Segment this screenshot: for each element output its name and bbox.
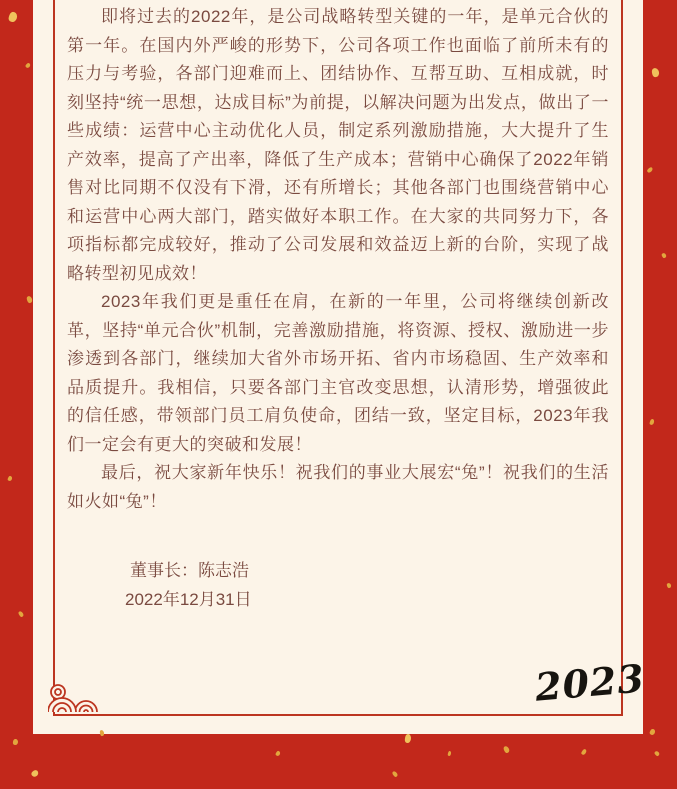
gold-speckle <box>18 610 25 617</box>
gold-speckle <box>7 475 13 481</box>
gold-speckle <box>651 67 660 77</box>
letter-panel <box>33 0 647 734</box>
gold-speckle <box>661 252 667 258</box>
gold-speckle <box>447 751 451 757</box>
gold-speckle <box>8 11 19 23</box>
gold-speckle <box>654 750 660 756</box>
letter-paragraph-2: 2023年我们更是重任在肩，在新的一年里，公司将继续创新改革，坚持“单元合伙”机制，完善激励措施，将资源、授权、激励进一步渗透到各部门，继续加大省外市场开拓、省内市场稳固、生产效率和品质提升。我相信，只要各部门主官改变思想，认清形势，增强彼此的信任感，带领部门员工肩负使命，团结一致，坚定目标，2023年我们一定会有更大的突破和发展！ <box>67 292 609 454</box>
signature-date: 2022年12月31日 <box>125 590 252 609</box>
gold-speckle <box>25 62 31 68</box>
gold-speckle <box>666 583 671 589</box>
auspicious-cloud-icon <box>48 678 104 714</box>
gold-speckle <box>581 748 588 755</box>
signature-signer: 董事长：陈志浩 <box>130 561 249 580</box>
letter-paragraph-3: 最后，祝大家新年快乐！祝我们的事业大展宏“兔”！祝我们的生活如火如“兔”！ <box>67 463 609 511</box>
gold-speckle <box>26 295 33 303</box>
gold-speckle <box>646 166 653 173</box>
gold-speckle <box>30 769 39 778</box>
signature-block <box>67 556 609 614</box>
gold-speckle <box>503 745 510 753</box>
gold-speckle <box>404 734 411 744</box>
letter-paragraph-1: 即将过去的2022年，是公司战略转型关键的一年，是单元合伙的第一年。在国内外严峻的形势下，公司各项工作也面临了前所未有的压力与考验，各部门迎难而上、团结协作、互帮互助、互相成就，时刻坚持“统一思想，达成目标”为前提，以解决问题为出发点，做出了一些成绩：运营中心主动优化人员，制定系列激励措施，大大提升了生产效率，提高了产出率，降低了生产成本；营销中心确保了2022年销售对比同期不仅没有下滑，还有所增长；其他各部门也围绕营销中心和运营中心两大部门，踏实做好本职工作。在大家的共同努力下，各项指标都完成较好，推动了公司发展和效益迈上新的台阶，实现了战略转型初见成效！ <box>67 7 609 283</box>
letter-body <box>67 3 609 614</box>
gold-speckle <box>275 750 281 756</box>
gold-speckle <box>649 418 655 425</box>
gold-speckle <box>13 739 19 746</box>
handwritten-year-mark: 2023 <box>533 655 647 710</box>
gold-speckle <box>392 770 399 777</box>
gold-speckle <box>649 728 656 736</box>
